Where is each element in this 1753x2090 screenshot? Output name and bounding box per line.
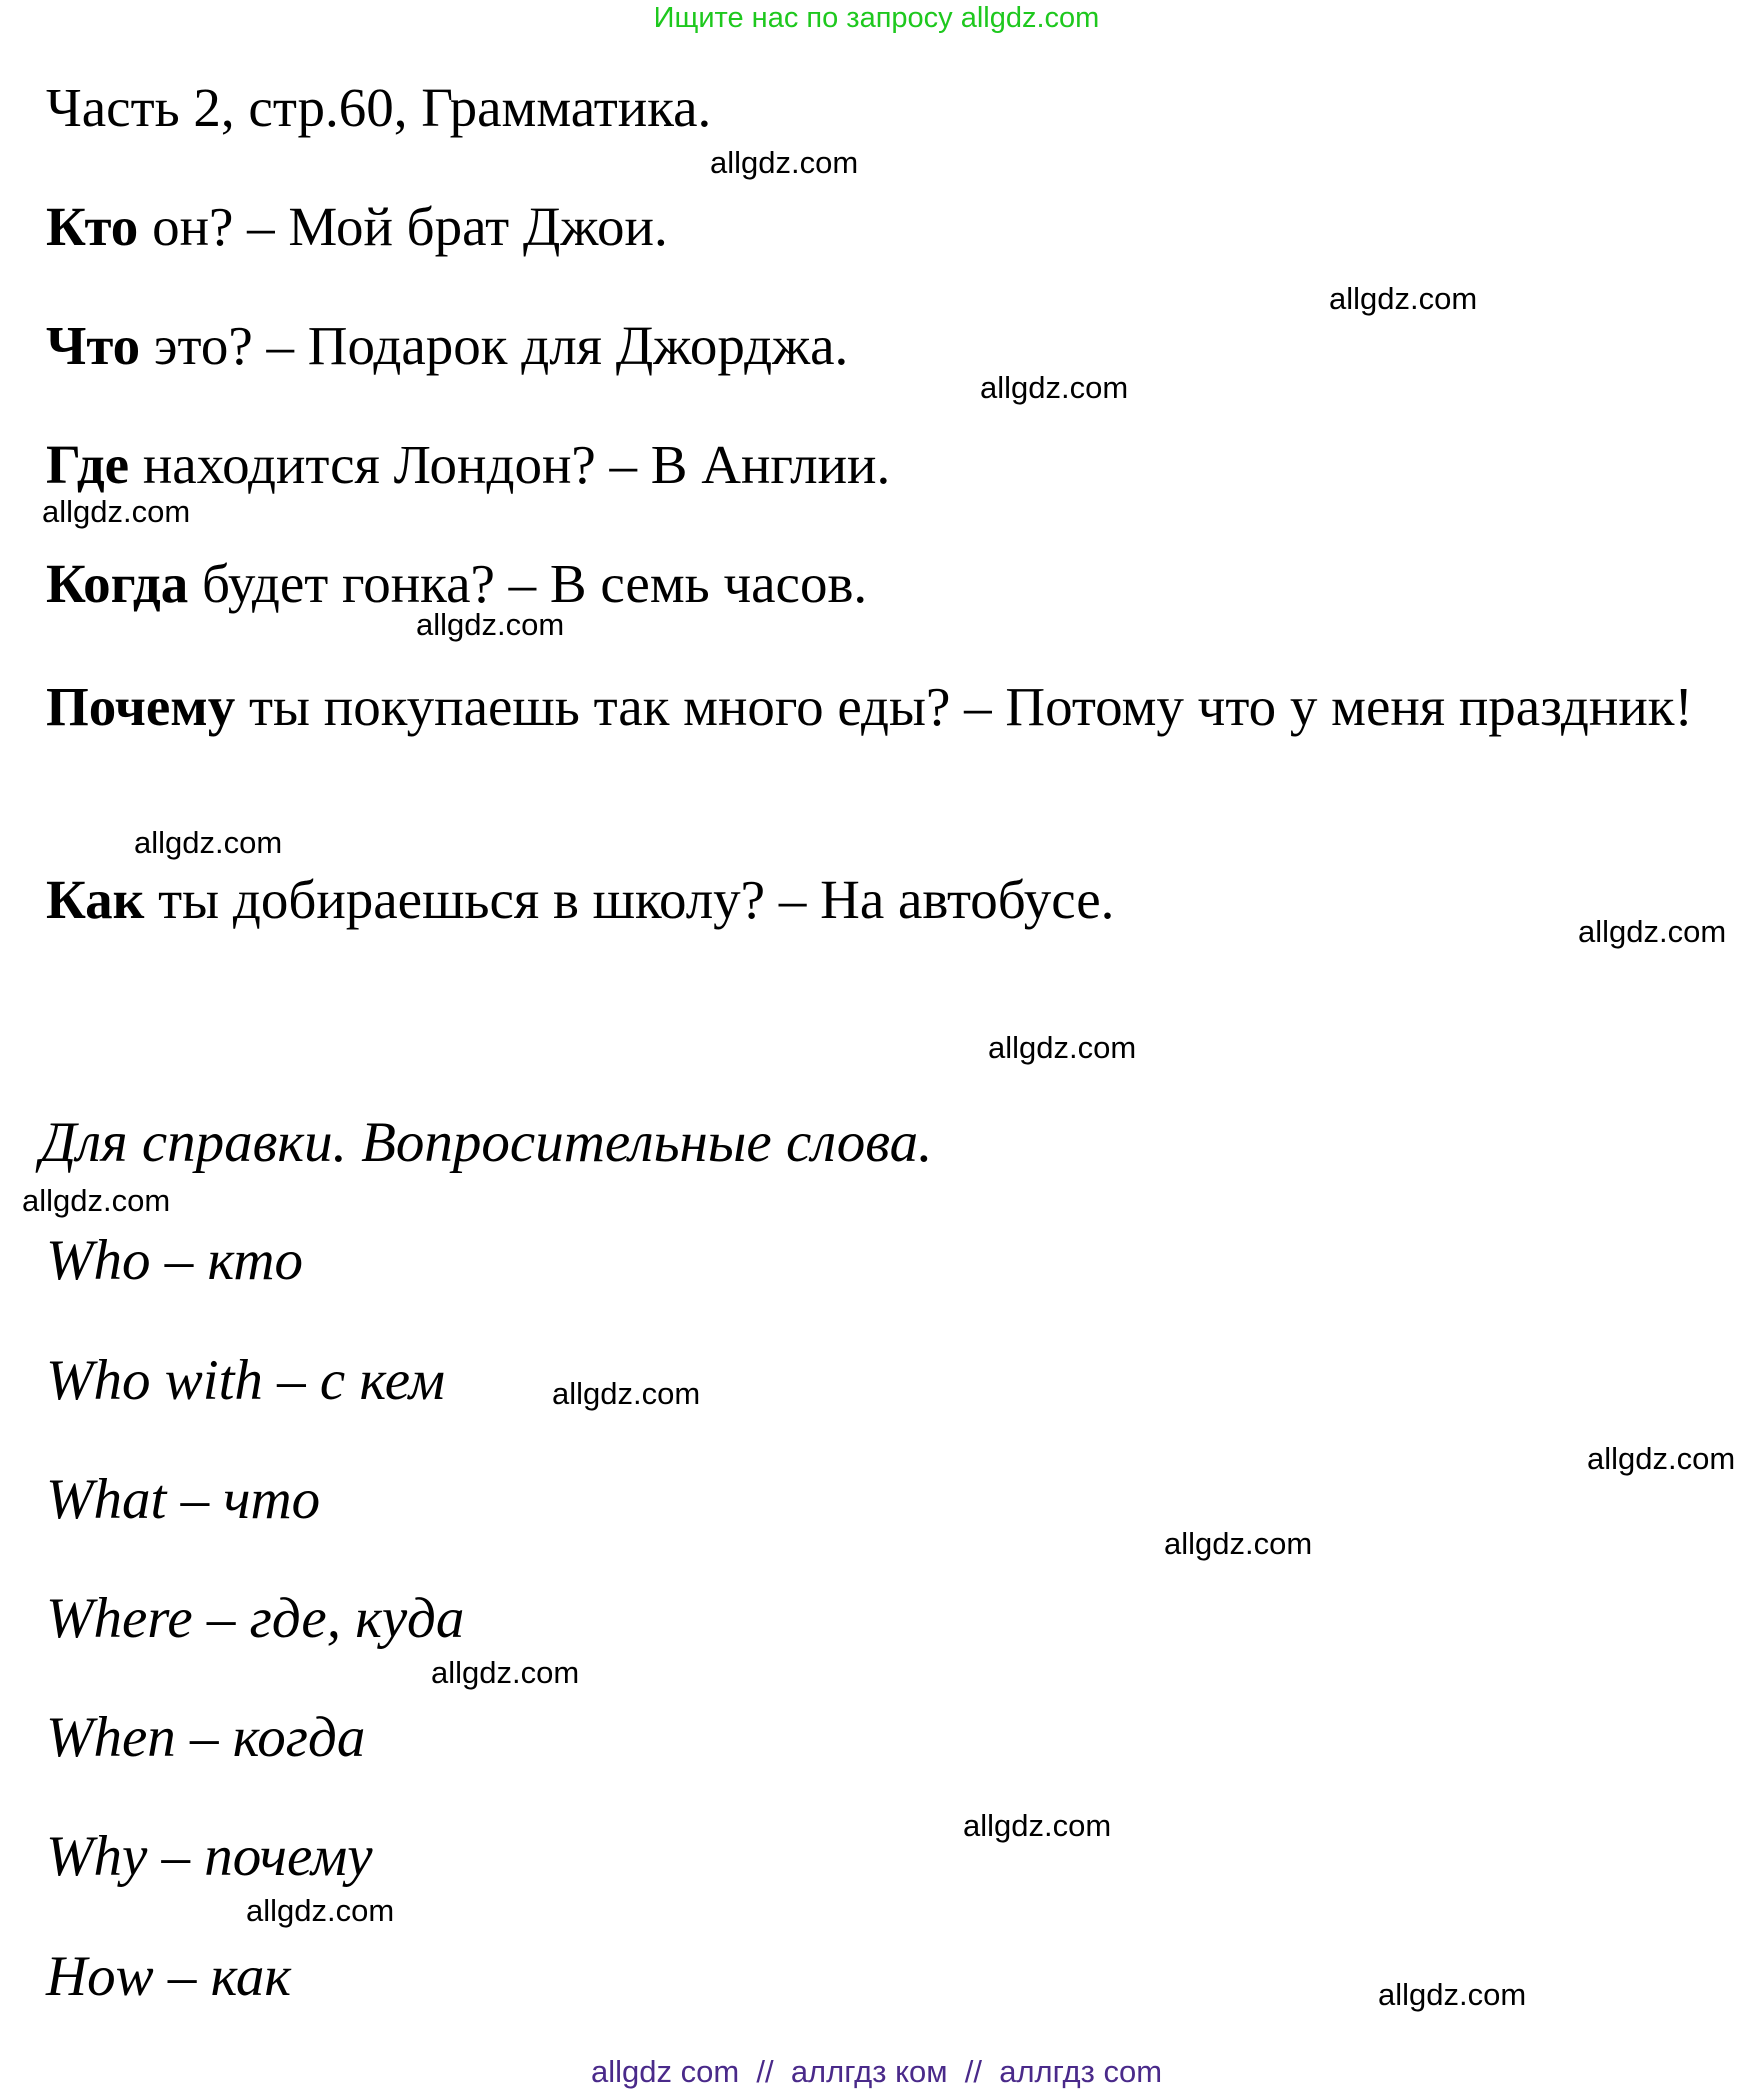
watermark: allgdz.com — [980, 370, 1129, 405]
reference-item: How – как — [46, 1945, 292, 2008]
watermark: allgdz.com — [988, 1030, 1137, 1065]
reference-item: Where – где, куда — [46, 1587, 465, 1650]
question-word: Почему — [46, 676, 236, 737]
question-answer: он? – Мой брат Джои. — [138, 196, 668, 257]
watermark: allgdz.com — [552, 1376, 701, 1411]
watermark: allgdz.com — [22, 1183, 171, 1218]
qa-line-who — [46, 197, 668, 258]
watermark: allgdz.com — [710, 145, 859, 180]
watermark: allgdz.com — [1578, 914, 1727, 949]
reference-item: Who – кто — [46, 1229, 304, 1292]
reference-item: Why – почему — [46, 1825, 373, 1888]
reference-title: Для справки. Вопросительные слова. — [40, 1111, 933, 1174]
question-word: Когда — [46, 553, 189, 614]
watermark: allgdz.com — [134, 825, 283, 860]
question-answer: будет гонка? – В семь часов. — [188, 553, 868, 614]
qa-line-when — [46, 554, 867, 615]
watermark: allgdz.com — [1587, 1441, 1736, 1476]
page-title: Часть 2, стр.60, Грамматика. — [46, 77, 712, 138]
watermark: allgdz.com — [42, 494, 191, 529]
question-answer: находится Лондон? – В Англии. — [129, 434, 891, 495]
watermark: allgdz.com — [1164, 1526, 1313, 1561]
question-word: Что — [46, 315, 141, 376]
question-word: Где — [46, 434, 130, 495]
qa-line-where — [46, 435, 890, 496]
watermark: allgdz.com — [431, 1655, 580, 1690]
reference-item: Who with – с кем — [46, 1349, 445, 1412]
question-word: Как — [46, 869, 145, 930]
watermark: allgdz.com — [1378, 1977, 1527, 2012]
watermark: allgdz.com — [416, 607, 565, 642]
watermark: allgdz.com — [246, 1893, 395, 1928]
top-banner: Ищите нас по запросу allgdz.com — [653, 2, 1100, 34]
question-answer: ты добираешься в школу? – На автобусе. — [144, 869, 1115, 930]
footer-watermark: allgdz com // аллгдз ком // аллгдз com — [590, 2054, 1163, 2089]
watermark: allgdz.com — [963, 1808, 1112, 1843]
question-answer: это? – Подарок для Джорджа. — [140, 315, 849, 376]
question-word: Кто — [46, 196, 139, 257]
question-answer: ты покупаешь так много еды? – Потому что у меня праздник! — [235, 676, 1693, 737]
qa-line-why — [46, 668, 1708, 746]
reference-item: When – когда — [46, 1706, 366, 1769]
reference-item: What – что — [46, 1468, 321, 1531]
qa-line-what — [46, 316, 848, 377]
qa-line-how — [46, 870, 1114, 931]
watermark: allgdz.com — [1329, 281, 1478, 316]
